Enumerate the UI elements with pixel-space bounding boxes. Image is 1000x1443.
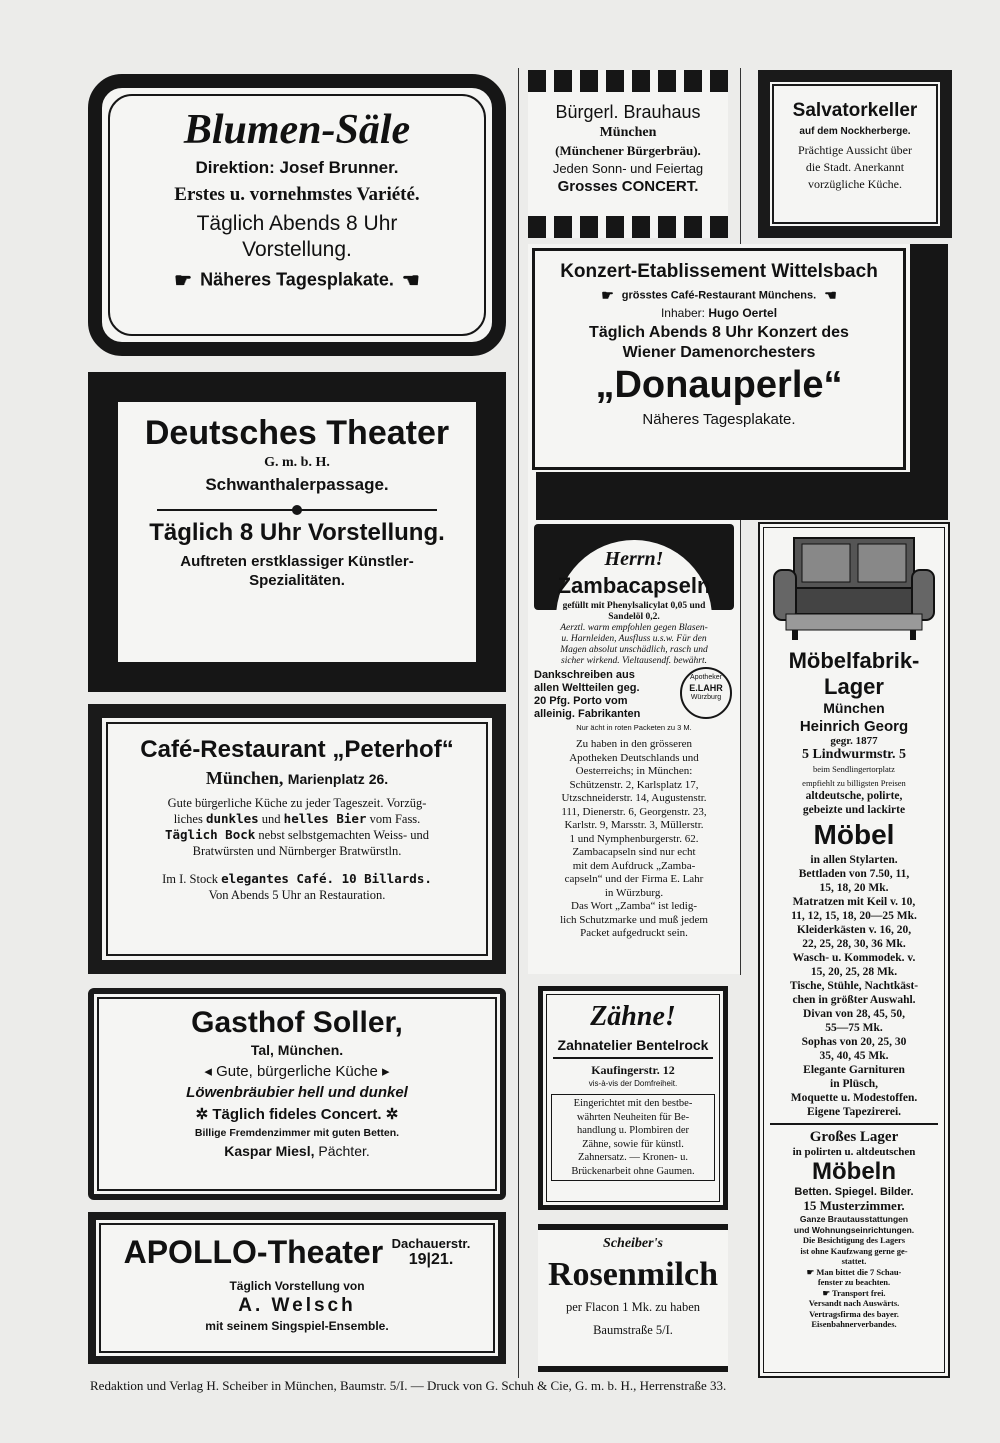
- zamba-l10: alleinig. Fabrikanten: [534, 708, 641, 720]
- moebel-m8: Die Besichtigung des Lagers: [802, 1235, 906, 1245]
- moebel-l12: Wasch- u. Kommodek. v.: [792, 952, 916, 964]
- zaehne-street: Kaufingerstr. 12: [591, 1063, 675, 1077]
- ad-blumen-saele: [88, 74, 506, 356]
- pharmacy-seal: [680, 667, 732, 719]
- deutsches-street: Schwanthalerpassage.: [205, 475, 389, 494]
- moebel-l13: 15, 20, 25, 28 Mk.: [810, 966, 898, 978]
- deutsches-title: Deutsches Theater: [144, 414, 450, 452]
- moebel-m4: Betten. Spiegel. Bilder.: [794, 1186, 914, 1198]
- rosen-brand: Scheiber's: [603, 1236, 663, 1251]
- moebel-city: München: [823, 700, 885, 716]
- zamba-l9: 20 Pfg. Porto vom: [534, 695, 628, 707]
- zamba-l8: allen Weltteilen geg.: [534, 682, 640, 694]
- deutsches-artists2: Spezialitäten.: [249, 572, 345, 589]
- peterhof-l2c: und: [261, 812, 281, 826]
- ad-moebelfabrik: [758, 522, 950, 1378]
- zamba-p10: mit dem Aufdruck „Zamba-: [572, 859, 696, 872]
- moebel-l15: chen in größter Auswahl.: [792, 994, 916, 1006]
- ad-zahnatelier: [538, 986, 728, 1210]
- peterhof-l2e: vom Fass.: [369, 812, 421, 826]
- pointing-hand-right-icon: ☛: [601, 287, 614, 303]
- wittelsbach-more: Näheres Tagesplakate.: [642, 411, 796, 428]
- moebel-title2: Lager: [824, 674, 884, 699]
- pointing-hand-right-icon: ☛: [806, 1266, 815, 1277]
- moebel-l5: in allen Stylarten.: [810, 854, 898, 866]
- moebel-m11: Man bittet die 7 Schau-: [816, 1266, 902, 1277]
- soller-concert: Täglich fideles Concert.: [212, 1106, 382, 1123]
- peterhof-l2d: helles Bier: [283, 811, 367, 826]
- footer-imprint: Redaktion und Verlag H. Scheiber in München, Baumstr. 5/I. — Druck von G. Schuh & Cie, G. m. b. H., Herrenstraße 33.: [90, 1378, 727, 1393]
- ad-gasthof-soller: [88, 988, 506, 1200]
- zamba-p6: 111, Dienerstr. 6, Georgenstr. 23,: [561, 805, 707, 818]
- wittelsbach-sub: grösstes Café-Restaurant Münchens.: [621, 289, 817, 302]
- moebel-title1: Möbelfabrik-: [788, 648, 920, 673]
- ad-deutsches-theater: [88, 372, 506, 692]
- pointing-hand-right-icon: ☛: [822, 1287, 831, 1298]
- wittelsbach-owner-label: Inhaber:: [660, 306, 706, 320]
- salvator-where: auf dem Nockherberge.: [799, 126, 911, 137]
- rosen-address: Baumstraße 5/I.: [593, 1323, 673, 1337]
- moebel-m15: Vertragsfirma des bayer.: [809, 1308, 899, 1319]
- wittelsbach-shadow: [536, 472, 946, 520]
- apollo-title: APOLLO-Theater: [123, 1234, 384, 1270]
- peterhof-l2a: liches: [173, 812, 203, 826]
- wittelsbach-frame: [532, 248, 906, 470]
- ad-peterhof: [88, 704, 506, 974]
- zaehne-atelier: Zahnatelier Bentelrock: [553, 1037, 713, 1059]
- blumen-more: Näheres Tagesplakate.: [200, 269, 394, 290]
- moebel-l7: 15, 18, 20 Mk.: [819, 882, 889, 894]
- zaehne-vis: vis-à-vis der Domfreiheit.: [588, 1079, 678, 1088]
- blumen-title: Blumen-Säle: [183, 107, 411, 153]
- moebel-m12: fenster zu beachten.: [817, 1277, 891, 1287]
- moebel-l20: Elegante Garnituren: [803, 1064, 905, 1076]
- zamba-p1: Zu haben in den grösseren: [575, 738, 693, 750]
- peterhof-city: München,: [205, 768, 284, 788]
- moebel-l3: altdeutsche, polirte,: [805, 790, 903, 802]
- moebel-m7: und Wohnungseinrichtungen.: [793, 1224, 915, 1235]
- zamba-p7: Karlstr. 9, Marsstr. 3, Müllerstr.: [564, 819, 704, 831]
- star-icon: ✲: [195, 1106, 209, 1123]
- blumen-time: Täglich Abends 8 Uhr: [196, 212, 398, 235]
- soller-kitchen: Gute, bürgerliche Küche: [216, 1063, 378, 1080]
- moebel-m5: 15 Musterzimmer.: [803, 1198, 905, 1213]
- brauhaus-border-bottom: [528, 216, 728, 238]
- brauhaus-city: München: [599, 125, 657, 140]
- moebel-list2: [760, 853, 948, 1119]
- zamba-p12: in Würzburg.: [604, 886, 664, 899]
- zamba-pharmacies: [528, 738, 740, 941]
- ad-apollo-theater: [88, 1212, 506, 1364]
- zaehne-l6: Brückenarbeit ohne Gaumen.: [571, 1165, 695, 1177]
- zamba-l6: sicher wirkend. Vieltausendf. bewährt.: [561, 656, 707, 666]
- soller-place: Tal, München.: [250, 1042, 344, 1058]
- moebel-founded: gegr. 1877: [830, 735, 878, 747]
- zamba-p2: Apotheken Deutschlands und: [569, 751, 699, 764]
- moebel-m1: Großes Lager: [809, 1129, 899, 1145]
- zamba-p4: Schützenstr. 2, Karlsplatz 17,: [569, 778, 699, 791]
- soller-beer: Löwenbräubier hell und dunkel: [186, 1084, 408, 1101]
- soller-rooms: Billige Fremdenzimmer mit guten Betten.: [194, 1127, 400, 1139]
- deutsches-daily: Täglich 8 Uhr Vorstellung.: [149, 519, 445, 546]
- brauhaus-days: Jeden Sonn- und Feiertag: [552, 161, 704, 176]
- zamba-p8: 1 und Nymphenburgerstr. 62.: [569, 832, 699, 845]
- zamba-offer: [528, 669, 740, 721]
- brauhaus-name: Bürgerl. Brauhaus: [555, 102, 701, 122]
- peterhof-l3a: Täglich Bock: [164, 827, 256, 842]
- column-rule-left: [518, 68, 519, 1378]
- zaehne-l1: Eingerichtet mit den bestbe-: [573, 1098, 693, 1109]
- moebel-big: Möbel: [813, 819, 895, 850]
- moebel-m9: ist ohne Kaufzwang gerne ge-: [800, 1245, 908, 1256]
- moebel-l16: Divan von 28, 45, 50,: [803, 1008, 905, 1020]
- wittelsbach-line2: Wiener Damenorchesters: [622, 344, 816, 361]
- wittelsbach-line1: Täglich Abends 8 Uhr Konzert des: [589, 324, 849, 341]
- moebel-l2: empfiehlt zu billigsten Preisen: [802, 777, 906, 788]
- zamba-l7: Dankschreiben aus: [534, 669, 635, 681]
- brauhaus-sub: (Münchener Bürgerbräu).: [555, 143, 701, 158]
- pointing-hand-left-icon: ☚: [401, 270, 420, 292]
- moebel-m3: Möbeln: [812, 1158, 896, 1185]
- zamba-p5: Utzschneiderstr. 14, Augustenstr.: [561, 792, 707, 804]
- moebel-m13-line: [760, 1288, 948, 1299]
- zamba-p9: Zambacapseln sind nur echt: [572, 846, 696, 858]
- ad-rosenmilch: [538, 1224, 728, 1372]
- wittelsbach-name: „Donauperle“: [595, 364, 843, 406]
- moebel-l11: 22, 25, 28, 30, 36 Mk.: [802, 938, 906, 950]
- rosen-title: Rosenmilch: [548, 1256, 718, 1293]
- ad-wittelsbach: [528, 244, 948, 520]
- arrow-right-icon: ▸: [382, 1063, 390, 1080]
- moebel-l1: beim Sendlingertorplatz: [813, 764, 895, 774]
- seal-mid: E.LAHR: [689, 683, 723, 693]
- apollo-street: Dachauerstr.: [391, 1236, 471, 1251]
- deutsches-divider: [157, 509, 437, 511]
- zaehne-l2: währten Neuheiten für Be-: [576, 1111, 690, 1123]
- star-icon: ✲: [385, 1106, 399, 1123]
- divider-dot-icon: [292, 505, 302, 515]
- moebel-small: [760, 1214, 948, 1330]
- moebel-l23: Eigene Tapezirerei.: [806, 1106, 902, 1118]
- wittelsbach-sub-line: [535, 287, 903, 304]
- soller-owner-role: Pächter.: [318, 1143, 370, 1159]
- apollo-daily: Täglich Vorstellung von: [229, 1279, 365, 1293]
- moebel-l17: 55—75 Mk.: [825, 1022, 883, 1034]
- peterhof-inner: [106, 722, 488, 956]
- arrow-left-icon: ◂: [204, 1063, 212, 1080]
- zamba-body: [528, 520, 740, 941]
- apollo-name: A. Welsch: [238, 1295, 356, 1316]
- peterhof-l2b: dunkles: [205, 811, 259, 826]
- soller-inner: [97, 997, 497, 1191]
- zamba-title: Zambacapseln: [557, 573, 711, 598]
- zaehne-l3: handlung u. Plombiren der: [577, 1125, 689, 1136]
- moebel-m16: Eisenbahnerverbandes.: [811, 1319, 897, 1329]
- zaehne-title: Zähne!: [590, 1001, 676, 1032]
- salvator-text3: vorzügliche Küche.: [808, 177, 902, 191]
- peterhof-l6: Von Abends 5 Uhr an Restauration.: [208, 888, 386, 902]
- deutsches-artists1: Auftreten erstklassiger Künstler-: [180, 553, 414, 570]
- peterhof-address: Marienplatz 26.: [287, 771, 389, 787]
- peterhof-title: Café-Restaurant „Peterhof“: [140, 736, 454, 763]
- blumen-show: Vorstellung.: [242, 238, 352, 261]
- salvator-name: Salvatorkeller: [792, 100, 918, 121]
- moebel-l9: 11, 12, 15, 18, 20—25 Mk.: [791, 910, 917, 922]
- moebel-m2: in polirten u. altdeutschen: [792, 1146, 916, 1158]
- moebel-l18: Sophas von 20, 25, 30: [801, 1036, 907, 1048]
- zamba-p14: lich Schutzmarke und muß jedem: [560, 913, 708, 926]
- blumen-inner: [108, 94, 486, 336]
- moebel-l19: 35, 40, 45 Mk.: [819, 1050, 889, 1062]
- zamba-l5: Magen absolut unschädlich, rasch und: [560, 645, 708, 655]
- wittelsbach-shadow-side: [910, 244, 948, 520]
- moebel-l14: Tische, Stühle, Nachtkäst-: [789, 980, 919, 992]
- pointing-hand-left-icon: ☚: [824, 287, 837, 303]
- wittelsbach-title: Konzert-Etablissement Wittelsbach: [560, 261, 878, 282]
- moebel-owner: Heinrich Georg: [799, 718, 909, 735]
- blumen-tagline: Erstes u. vornehmstes Variété.: [174, 184, 420, 205]
- peterhof-l4: Bratwürsten und Nürnberger Bratwürstln.: [192, 844, 402, 858]
- seal-bot: Würzburg: [690, 694, 722, 701]
- apollo-number: 19|21.: [408, 1251, 454, 1268]
- moebel-m13: Transport frei.: [832, 1287, 886, 1298]
- blumen-direction: Direktion: Josef Brunner.: [195, 158, 399, 177]
- zaehne-l5: Zahnersatz. — Kronen- u.: [578, 1152, 688, 1163]
- wittelsbach-owner: Hugo Oertel: [708, 306, 778, 320]
- zamba-p3: Oesterreichs; in München:: [575, 765, 693, 777]
- zaehne-l4: Zähne, sowie für künstl.: [582, 1138, 684, 1150]
- moebel-m6: Ganze Brautausstattungen: [799, 1214, 909, 1224]
- moebel-m14: Versandt nach Auswärts.: [808, 1298, 900, 1308]
- column-rule-right: [740, 520, 741, 975]
- zamba-l3: Aerztl. warm empfohlen gegen Blasen-: [560, 623, 708, 633]
- peterhof-l3b: nebst selbstgemachten Weiss- und: [258, 828, 430, 842]
- zamba-l4: u. Harnleiden, Ausfluss u.s.w. Für den: [561, 634, 707, 644]
- moebel-m11-line: [760, 1267, 948, 1278]
- moebel-list1: [760, 763, 948, 817]
- peterhof-l5b: elegantes Café. 10 Billards.: [221, 871, 432, 886]
- zamba-l11: Nur ächt in roten Packeten zu 3 M.: [576, 723, 692, 732]
- salvator-text2: die Stadt. Anerkannt: [805, 160, 905, 174]
- zamba-p15: Packet aufgedruckt sein.: [580, 927, 688, 939]
- deutsches-gmbh: G. m. b. H.: [264, 455, 330, 470]
- ad-buergerl-brauhaus: [528, 70, 728, 238]
- moebel-body: [760, 648, 948, 1330]
- soller-owner: Kaspar Miesl,: [224, 1143, 315, 1159]
- peterhof-l5a: Im I. Stock: [162, 872, 219, 886]
- seal-top: Apotheker: [690, 674, 722, 681]
- zamba-herrn: Herrn!: [604, 548, 664, 570]
- peterhof-l1: Gute bürgerliche Küche zu jeder Tageszeit. Vorzüg-: [167, 796, 427, 810]
- moebel-l22: Moquette u. Modestoffen.: [790, 1092, 918, 1104]
- salvator-text1: Prächtige Aussicht über: [798, 143, 912, 157]
- ad-zambacapseln: [528, 520, 740, 974]
- zamba-p11: capseln“ und der Firma E. Lahr: [564, 873, 704, 885]
- apollo-inner: [99, 1223, 495, 1353]
- wittelsbach-owner-line: [535, 306, 903, 320]
- zamba-p13: Das Wort „Zamba“ ist ledig-: [571, 900, 697, 912]
- rosen-price: per Flacon 1 Mk. zu haben: [566, 1300, 700, 1314]
- zamba-small: [528, 601, 740, 667]
- moebel-l10: Kleiderkästen v. 16, 20,: [796, 924, 912, 936]
- moebel-l4: gebeizte und lackirte: [802, 803, 906, 816]
- moebel-address: 5 Lindwurmstr. 5: [801, 747, 907, 762]
- pointing-hand-right-icon: ☛: [174, 270, 193, 292]
- ad-salvatorkeller: [758, 70, 952, 238]
- zaehne-inner: [546, 994, 720, 1202]
- moebel-l8: Matratzen mit Keil v. 10,: [792, 896, 916, 908]
- zamba-l1: gefüllt mit Phenylsalicylat 0,05 und: [562, 601, 706, 611]
- moebel-l21: in Plüsch,: [830, 1078, 878, 1090]
- soller-title: Gasthof Soller,: [191, 1006, 403, 1039]
- brauhaus-concert: Grosses CONCERT.: [557, 178, 699, 195]
- apollo-ensemble: mit seinem Singspiel-Ensemble.: [205, 1319, 389, 1333]
- zamba-l2: Sandelöl 0,2.: [608, 612, 660, 622]
- moebel-l6: Bettladen von 7.50, 11,: [798, 868, 910, 880]
- moebel-divider: [770, 1123, 938, 1125]
- brauhaus-border-top: [528, 70, 728, 92]
- moebel-m10: stattet.: [841, 1256, 867, 1266]
